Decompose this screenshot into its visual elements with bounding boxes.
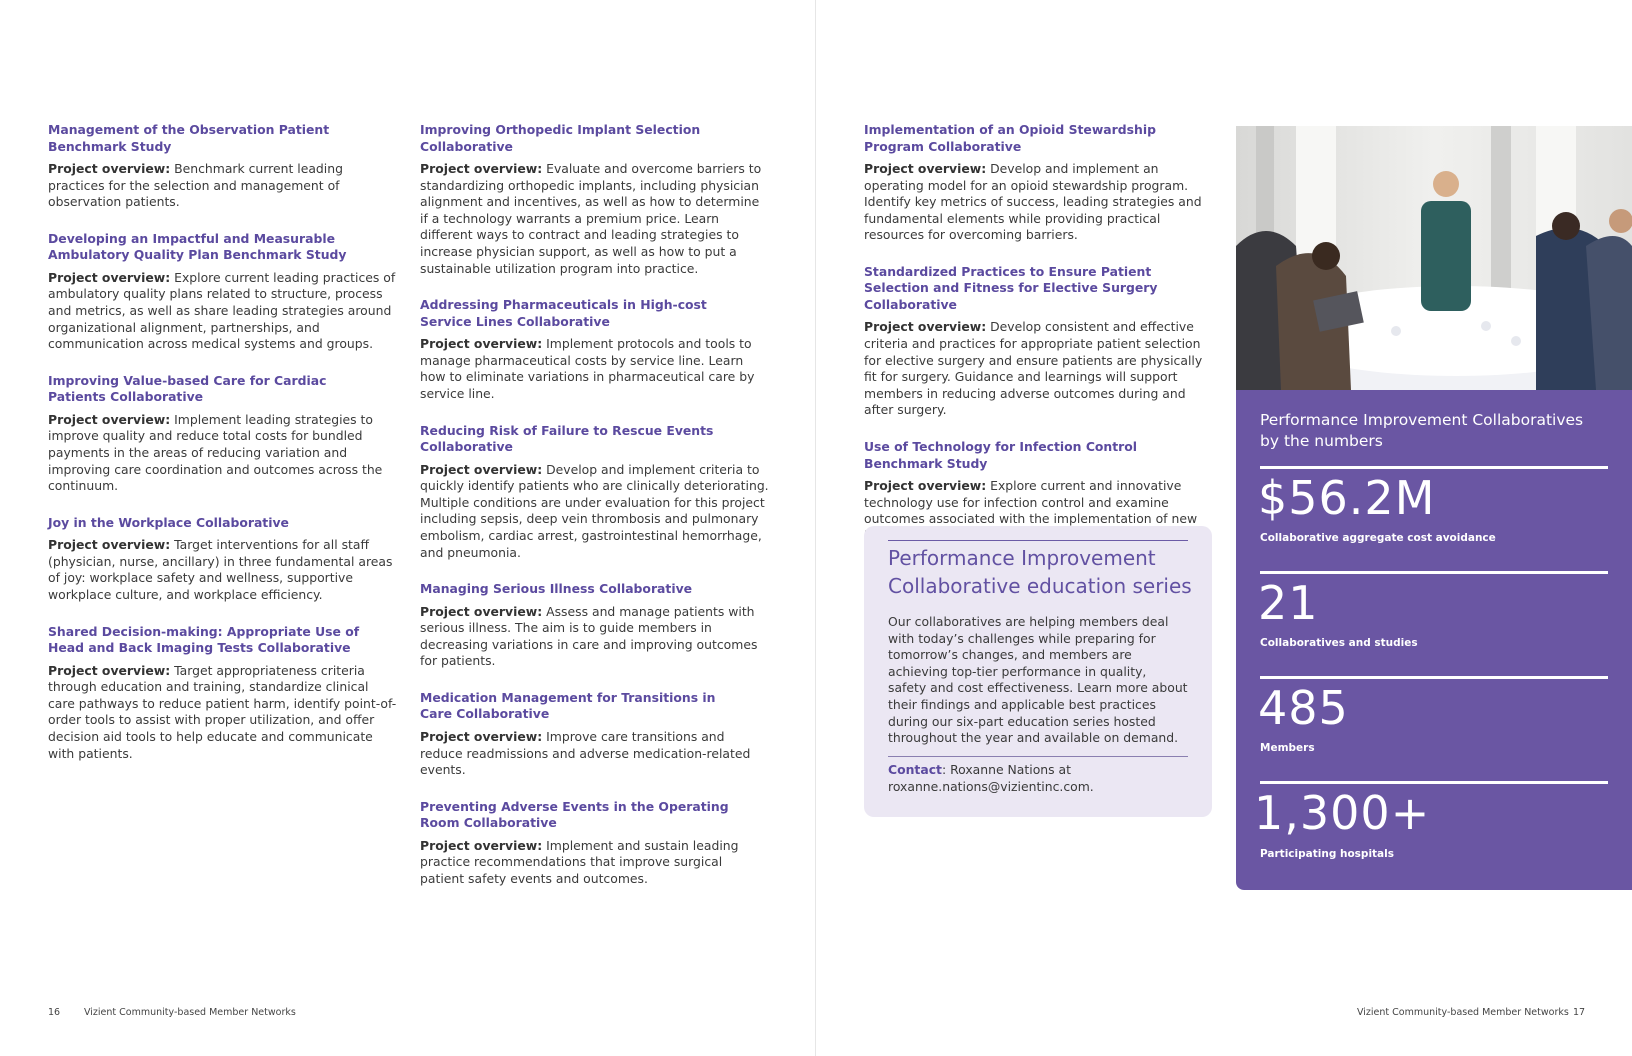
footer-right-page-number: 17 [1573,1007,1586,1018]
project-overview [864,319,1214,419]
project-title: Addressing Pharmaceuticals in High-cost Service Lines Collaborative [420,297,707,329]
overview-text: Explore current and innovative technology use for infection control and examine outcomes associated with the implementation of new [864,478,1198,527]
project-entry [48,624,398,763]
overview-label: Project overview: [420,336,543,352]
project-overview [48,270,398,353]
education-series-box [864,526,1212,817]
project-title: Implementation of an Opioid Stewardship Program Collaborative [864,122,1156,154]
meeting-photo [1236,126,1632,390]
overview-text: Target interventions for all staff (physician, nurse, ancillary) in three fundamental areas of joy: workplace safety and wellness, supportive workplace culture, and workplace efficiency. [48,537,393,602]
project-overview [48,412,398,495]
overview-label: Project overview: [864,161,987,176]
project-title: Reducing Risk of Failure to Rescue Events Collaborative [420,422,714,455]
contact-text: : Roxanne Nations at roxanne.nations@vizientinc.com. [888,762,1094,794]
overview-text: Develop and implement an operating model for an opioid stewardship program. Identify key metrics of success, leading strategies and fundamental elements while providing practical resources for overcoming barriers. [864,161,1202,243]
project-overview [420,462,770,562]
project-overview [48,161,398,211]
overview-label: Project overview: [864,319,987,335]
overview-text: Assess and manage patients with serious illness. The aim is to guide members in decreasing variations in care and improving outcomes for patients. [420,603,758,669]
overview-label: Project overview: [48,161,171,176]
project-entry [48,231,398,353]
overview-text: Develop and implement criteria to quickly identify patients who are clinically deteriorating. Multiple conditions are under evaluation for this project including sepsis, deep vein thrombosis and pulmonary embolism, cardiac arrest, gastrointestinal hemorrhage, and pneumonia. [420,461,769,560]
project-title: Management of the Observation Patient Benchmark Study [48,122,330,154]
left-column [48,122,398,782]
education-title: Performance Improvement Collaborative education series [888,546,1192,598]
overview-label: Project overview: [420,728,543,744]
project-entry [48,515,398,604]
overview-label: Project overview: [420,837,543,853]
overview-text: Target appropriateness criteria through education and training, standardize clinical care pathways to reduce patient harm, identify point-of-order tools to assist with proper utilization, and offer decision aid tools to help educate and communicate with patients. [48,662,397,761]
overview-label: Project overview: [48,537,171,553]
overview-text: Implement leading strategies to improve quality and reduce total costs for bundled payments in the areas of reducing variation and improving care coordination and outcomes across the continuum. [48,411,383,494]
overview-text: Benchmark current leading practices for the selection and management of observation patients. [48,161,343,210]
project-entry [420,122,770,277]
stat-value: 485 [1258,681,1349,735]
project-overview [420,729,770,779]
stat-label: Members [1260,742,1315,754]
overview-text: Improve care transitions and reduce readmissions and adverse medication-related events. [420,728,751,778]
meeting-photo-illustration [1236,126,1632,390]
overview-label: Project overview: [420,461,543,477]
overview-label: Project overview: [420,603,543,619]
project-entry [864,122,1214,244]
project-title: Improving Value-based Care for Cardiac Patients Collaborative [48,372,327,405]
project-entry [420,581,770,670]
overview-label: Project overview: [420,161,543,176]
project-title: Managing Serious Illness Collaborative [420,581,693,597]
project-overview [420,604,770,670]
middle-column [420,122,770,908]
project-overview [420,336,770,402]
education-contact [888,762,1188,795]
project-overview [48,537,398,603]
overview-text: Implement protocols and tools to manage pharmaceutical costs by service line. Learn how to eliminate variations in pharmaceutical care by service line. [420,336,755,401]
stat-label: Collaboratives and studies [1260,637,1418,649]
divider-rule [888,756,1188,757]
project-title: Joy in the Workplace Collaborative [48,514,289,530]
stat-divider [1260,781,1608,784]
stat-value: 21 [1258,576,1319,630]
project-entry [48,122,398,211]
project-overview [420,838,770,888]
overview-label: Project overview: [48,662,171,678]
contact-label: Contact [888,762,942,777]
overview-label: Project overview: [48,269,171,285]
overview-text: Evaluate and overcome barriers to standardizing orthopedic implants, including physician alignment and incentives, as well as how to determine if a technology warrants a premium price. Learn different ways to contract and leading strategies to increase physician support, as well as how to put a sustainable utilization program into practice. [420,161,762,276]
project-overview [420,161,770,277]
footer-left-page-number: 16 [48,1007,61,1018]
overview-text: Develop consistent and effective criteria and practices for appropriate patient selection for elective surgery and ensure patients are physically fit for surgery. Guidance and learnings will support members in reducing adverse outcomes during and after surgery. [864,319,1203,418]
stat-divider [1260,466,1608,469]
overview-text: Explore current leading practices of ambulatory quality plans related to structure, process and metrics, as well as share leading strategies around organizational alignment, partnerships, and communication across medical systems and groups. [48,269,396,352]
project-entry [48,373,398,495]
project-entry [420,423,770,562]
stat-divider [1260,571,1608,574]
project-title: Shared Decision-making: Appropriate Use of Head and Back Imaging Tests Collaborative [48,623,360,656]
project-title: Improving Orthopedic Implant Selection Collaborative [420,122,701,154]
project-title: Use of Technology for Infection Control Benchmark Study [864,439,1138,471]
project-overview [864,161,1214,244]
project-entry [420,297,770,402]
footer-right-text: Vizient Community-based Member Networks [1357,1007,1569,1018]
stats-panel [1236,390,1632,890]
project-title: Developing an Impactful and Measurable Ambulatory Quality Plan Benchmark Study [48,230,347,263]
stats-title: Performance Improvement Collaboratives by the numbers [1260,411,1584,450]
overview-label: Project overview: [864,478,987,494]
project-entry [864,264,1214,419]
top-rule [888,540,1188,541]
project-overview [48,663,398,763]
project-entry [420,690,770,779]
project-title: Standardized Practices to Ensure Patient Selection and Fitness for Elective Surgery Collaborative [864,263,1158,312]
stat-divider [1260,676,1608,679]
education-body: Our collaboratives are helping members deal with today’s challenges while preparing for tomorrow’s changes, and members are achieving top-tier performance in quality, safety and cost effectiveness. Learn more about their findings and applicable best practices during our six-part education series hosted throughout the year and available on demand. [888,614,1188,746]
footer-left-text: Vizient Community-based Member Networks [84,1007,296,1018]
overview-text: Implement and sustain leading practice recommendations that improve surgical patient safety events and outcomes. [420,837,739,886]
overview-label: Project overview: [48,411,171,427]
stat-label: Collaborative aggregate cost avoidance [1260,532,1496,544]
page-divider [815,0,816,1056]
right-column [864,122,1214,564]
stat-label: Participating hospitals [1260,848,1394,860]
stat-value: $56.2M [1258,471,1436,525]
project-title: Preventing Adverse Events in the Operating Room Collaborative [420,798,729,831]
stat-value: 1,300+ [1254,786,1431,840]
project-title: Medication Management for Transitions in Care Collaborative [420,689,716,722]
project-entry [420,799,770,888]
